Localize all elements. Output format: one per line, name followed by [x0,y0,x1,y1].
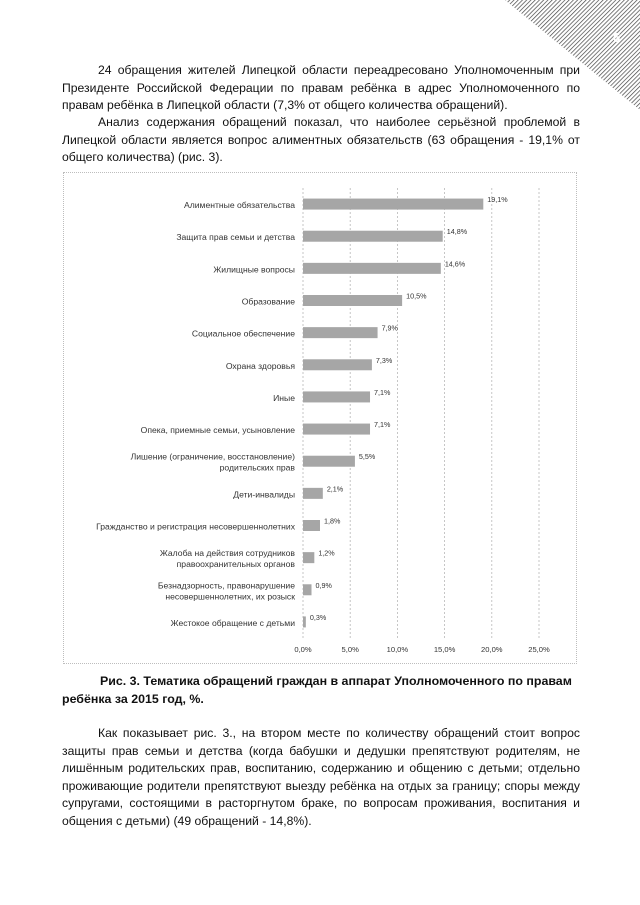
bar [303,488,323,499]
category-label [160,548,296,569]
x-tick-label: 25,0% [528,645,550,654]
bar [303,295,402,306]
category-label-line: Лишение (ограничение, восстановление) [130,451,295,462]
category-label-line: Социальное обеспечение [191,328,295,339]
category-label [176,232,295,242]
category-label-line: родительских прав [219,462,295,473]
bar-data-label: 7,3% [375,355,393,365]
x-tick-label: 10,0% [386,645,409,654]
category-label-line: Гражданство и регистрация несовершеннолетних [96,521,295,532]
bar [303,391,370,402]
x-tick-label: 15,0% [433,645,456,654]
category-label [233,489,295,499]
bar [303,199,483,210]
bar-data-label: 1,8% [323,516,341,526]
category-label [192,329,295,339]
category-label-line: Охрана здоровья [225,360,295,371]
category-label-line: правоохранительных органов [176,559,295,570]
bar [303,584,311,595]
bar [303,263,441,274]
paragraph-analysis [62,114,580,167]
category-label-line: Образование [241,296,295,307]
paragraph-discussion-text: Как показывает рис. 3., на втором месте по количеству обращений стоит вопрос защиты прав семьи и детства (когда бабушки и дедушки препятствуют родителям, не лишённым родительских прав, воспитанию, содержанию и общению с детьми; отдельно проживающие родители препятствуют выезду ребёнка на отдых за границу; споры между супругами, состоящими в расторгнутом браке, по вопросам проживания, воспитания и общения с детьми) (49 обращений - 14,8%). [62,726,580,828]
category-label-line: Безнадзорность, правонарушение [157,580,295,591]
figure-caption [62,672,580,708]
figure-caption-text: Рис. 3. Тематика обращений граждан в аппарат Уполномоченного по правам ребёнка за 2015 год, %. [62,674,572,706]
category-label [96,522,296,532]
bar-data-label: 2,1% [326,484,344,494]
bar [303,327,378,338]
category-label [158,580,295,601]
bar-chart [63,172,577,664]
bar [303,552,314,563]
category-label [184,200,295,210]
category-label [213,264,295,274]
bar-data-label: 19,1% [487,195,508,205]
category-label-line: Иные [273,392,295,403]
bar-data-label: 7,9% [381,323,398,333]
bar [303,424,370,435]
category-label-line: Жестокое обращение с детьми [170,617,295,628]
category-label [141,425,296,435]
bar-data-label: 0,9% [315,580,332,590]
paragraph-analysis-text: Анализ содержания обращений показал, что наиболее серьёзной проблемой в Липецкой области является вопрос алиментных обязательств (63 обращения - 19,1% от общего количества) (рис. 3). [62,115,580,165]
category-label-line: Дети-инвалиды [233,489,295,500]
category-label-line: Опека, приемные семьи, усыновление [140,425,295,436]
category-label-line: Алиментные обязательства [183,200,295,211]
category-label-line: Жалоба на действия сотрудников [159,548,295,559]
bar-data-label: 5,5% [358,452,376,462]
paragraph-discussion [62,725,580,831]
bar-data-label: 7,1% [374,420,391,430]
x-tick-label: 20,0% [481,645,503,654]
category-label [171,618,296,628]
paragraph-intro-text: 24 обращения жителей Липецкой области переадресовано Уполномоченным при Президенте Российской Федерации по правам ребёнка в адрес Уполномоченного по правам ребёнка в Липецкой области (7,3% от общего количества обращений). [62,63,580,113]
bar-data-label: 14,6% [444,259,466,269]
bar [303,456,355,467]
category-label-line: Жилищные вопросы [213,264,295,275]
bar-data-label: 0,3% [309,612,327,622]
bar-data-label: 10,5% [406,291,427,301]
bar-data-label: 14,8% [446,227,468,237]
bar-data-label: 1,2% [318,548,335,558]
category-label [131,452,296,473]
bar [303,616,306,627]
category-label-line: Защита прав семьи и детства [176,232,295,243]
bar [303,520,320,531]
paragraph-intro [62,62,580,115]
x-tick-label: 0,0% [294,645,312,654]
category-label-line: несовершеннолетних, их розыск [165,591,295,602]
category-label [226,361,296,371]
bar [303,231,443,242]
x-tick-label: 5,0% [341,645,359,654]
bar-data-label: 7,1% [374,387,391,397]
bar [303,359,372,370]
category-label [273,393,295,403]
category-label [242,297,295,307]
page-number: 6 [613,30,621,45]
